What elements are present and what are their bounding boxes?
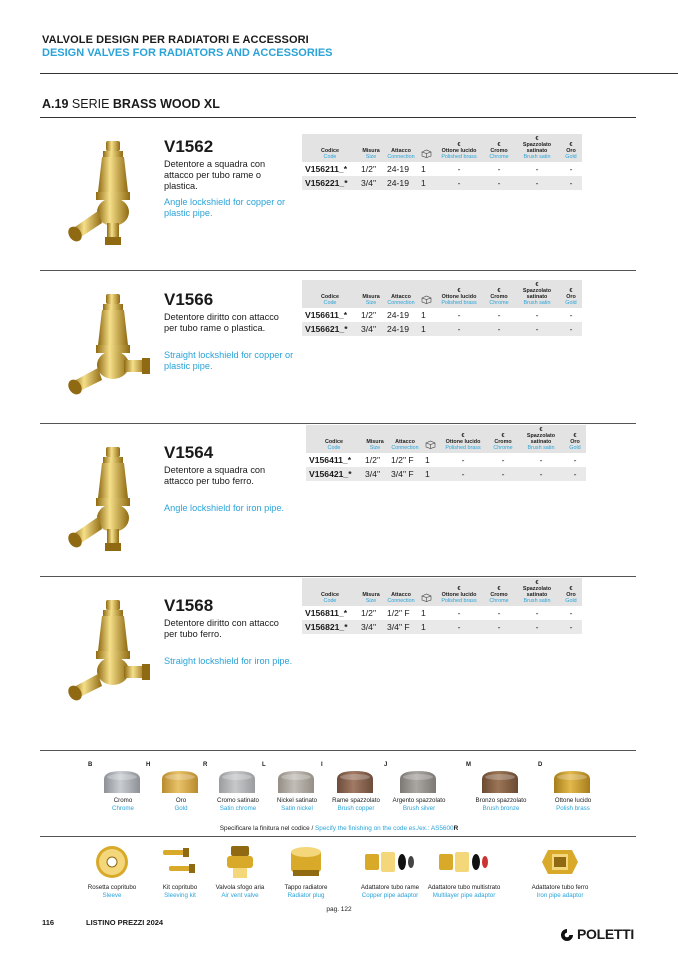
valve-image [54,443,164,563]
th-it: Spazzolato [522,142,552,148]
th-it: Ottone lucido [445,439,481,445]
th-en: Chrome [489,598,509,604]
row-connection: 24-19 [384,322,418,336]
euro-symbol: € [535,580,539,586]
euro-symbol: € [497,586,501,592]
euro-symbol: € [573,433,577,439]
th-en: Connection [387,598,415,604]
th-it: Cromo [490,148,508,154]
table-row [302,606,582,620]
th-it: Oro [566,592,576,598]
finish-letter: D [538,762,543,768]
row-price-chrome: - [501,455,505,465]
th-it: Spazzolato [522,586,552,592]
row-qty: 1 [421,164,426,174]
th-en: Chrome [489,300,509,306]
finish-name-it: Argento spazzolato [392,797,446,804]
accessory-name-it: Valvola sfogo aria [215,884,265,891]
th-it: Codice [321,592,339,598]
row-size: 3/4" [358,620,384,634]
row-connection: 3/4" F [388,467,422,481]
finish-name-it: Bronzo spazzolato [475,797,527,804]
finish-letter: R [203,762,208,768]
finish-name-en: Brush copper [337,805,375,812]
th-it: Codice [321,294,339,300]
product-divider [40,423,636,424]
finish-name-en: Brush bronze [482,805,520,812]
header-title-en: DESIGN VALVES FOR RADIATORS AND ACCESSORIES [42,47,333,59]
th-it: Oro [570,439,580,445]
row-price-chrome: - [497,310,501,320]
product-desc-it: Detentore diritto con attacco per tubo rame o plastica. [164,312,279,333]
th-en: Connection [387,300,415,306]
th-en: Gold [565,154,577,160]
finish-name-en: Satin chrome [219,805,257,812]
th-en: Polished brass [441,598,477,604]
finishes-divider [40,750,636,751]
euro-symbol: € [569,586,573,592]
row-price-gold: - [564,467,586,481]
th-en: Brush satin [523,598,551,604]
row-size: 1/2" [361,164,376,174]
product-desc-it: Detentore a squadra con attacco per tubo ferro. [164,465,266,486]
row-connection: 1/2" F [387,608,410,618]
th-en: Chrome [493,445,513,451]
accessory-name-it: Rosetta copritubo [87,884,137,891]
product-desc-en: Straight lockshield for copper or plastic pipe. [164,350,294,371]
row-size: 1/2" [361,310,376,320]
finish-name-en: Polish brass [556,805,590,812]
row-connection: 24-19 [387,310,409,320]
row-code: V156421_* [306,467,362,481]
th-it: Attacco [395,439,415,445]
finish-cap-icon [397,769,439,795]
th-en: Code [323,598,337,604]
euro-symbol: € [457,288,461,294]
row-qty: 1 [418,620,434,634]
product-code: V1564 [164,443,214,462]
th-it: Misura [362,592,380,598]
finish-name-it: Ottone lucido [554,797,592,804]
row-connection: 24-19 [384,176,418,190]
row-price-brush-satin: - [518,467,564,481]
finish-cap-icon [479,769,521,795]
finish-letter: J [384,762,388,768]
header-title-it: VALVOLE DESIGN PER RADIATORI E ACCESSORI [42,34,309,46]
price-table [302,134,582,190]
page-reference: pag. 122 [326,906,352,913]
th-en: Size [365,300,377,306]
euro-symbol: € [569,288,573,294]
specify-en: Specify the finishing on the code es./ex.: AS5600 [315,825,454,832]
row-qty: 1 [421,608,426,618]
package-icon [425,440,436,449]
row-connection: 1/2" F [391,455,414,465]
th-en: Polished brass [441,154,477,160]
th-it: Misura [362,148,380,154]
th-it: Codice [325,439,343,445]
euro-symbol: € [497,142,501,148]
product-code: V1568 [164,596,214,615]
row-price-gold: - [560,620,582,634]
th-it: satinato [526,148,548,154]
euro-symbol: € [535,136,539,142]
product-code: V1566 [164,290,214,309]
row-code: V156611_* [305,310,348,320]
euro-symbol: € [461,433,465,439]
th-en: Brush satin [523,154,551,160]
row-price-polished-brass: - [457,164,461,174]
th-en: Polished brass [445,445,481,451]
poletti-logo-icon [560,928,574,942]
accessory-name-en: Iron pipe adaptor [536,892,584,899]
row-price-gold: - [569,164,573,174]
section-title [42,97,220,111]
th-en: Brush satin [523,300,551,306]
table-row [306,467,586,481]
row-qty: 1 [422,467,438,481]
table-row [302,308,582,322]
finish-name-en: Chrome [111,805,134,812]
row-price-chrome: - [497,164,501,174]
th-it: Oro [566,148,576,154]
th-en: Size [369,445,381,451]
th-en: Gold [569,445,581,451]
th-it: satinato [526,294,548,300]
row-price-gold: - [560,176,582,190]
price-table [302,578,582,634]
finish-letter: B [88,762,93,768]
th-en: Code [323,154,337,160]
row-connection: 24-19 [387,164,409,174]
accessory-name-it: Tappo radiatore [284,884,328,891]
row-connection: 3/4" F [384,620,418,634]
price-table [306,425,586,481]
accessory-name-it: Adattatore tubo multistrato [427,884,501,891]
th-en: Size [365,598,377,604]
th-it: Cromo [490,592,508,598]
accessory-name-en: Air vent valve [221,892,259,899]
package-icon [421,295,432,304]
accessory-name-en: Multilayer pipe adaptor [432,892,496,899]
euro-symbol: € [497,288,501,294]
product-desc-en: Angle lockshield for iron pipe. [164,503,285,513]
row-price-polished-brass: - [461,455,465,465]
finish-letter: H [146,762,151,768]
finish-letter: M [466,762,471,768]
brand-name: POLETTI [577,926,635,942]
row-qty: 1 [421,310,426,320]
row-price-polished-brass: - [457,608,461,618]
euro-symbol: € [457,586,461,592]
row-price-brush-satin: - [535,164,539,174]
header-divider [40,73,678,74]
th-it: satinato [526,592,548,598]
row-price-polished-brass: - [438,467,488,481]
table-row [302,322,582,336]
row-price-gold: - [573,455,577,465]
package-icon [421,149,432,158]
table-row [302,162,582,176]
row-price-brush-satin: - [514,620,560,634]
accessory-name-en: Copper pipe adaptor [361,892,419,899]
th-en: Chrome [489,154,509,160]
finish-letter: L [262,762,266,768]
row-price-polished-brass: - [434,322,484,336]
brand-logo [560,926,640,944]
table-row [306,453,586,467]
specify-suffix: R [453,825,459,832]
euro-symbol: € [535,282,539,288]
row-price-brush-satin: - [539,455,543,465]
th-en: Code [327,445,341,451]
row-size: 3/4" [358,322,384,336]
euro-symbol: € [539,427,543,433]
finish-name-it: Cromo [113,797,133,804]
th-en: Brush satin [527,445,555,451]
th-en: Size [365,154,377,160]
product-code: V1562 [164,137,214,156]
row-qty: 1 [425,455,430,465]
row-code: V156221_* [302,176,358,190]
euro-symbol: € [569,142,573,148]
specify-it: Specificare la finitura nel codice / [219,825,314,832]
euro-symbol: € [501,433,505,439]
th-it: Oro [566,294,576,300]
price-table [302,280,582,336]
product-divider [40,576,636,577]
accessory-name-it: Adattatore tubo rame [360,884,420,891]
row-price-brush-satin: - [514,322,560,336]
row-price-brush-satin: - [514,176,560,190]
finish-name-it: Nickel satinato [276,797,318,804]
th-en: Connection [391,445,419,451]
th-it: Misura [366,439,384,445]
row-price-chrome: - [488,467,518,481]
finish-name-it: Rame spazzolato [332,797,380,804]
row-code: V156821_* [302,620,358,634]
accessory-name-en: Sleeve [102,892,122,899]
finish-name-en: Brush silver [402,805,436,812]
row-price-polished-brass: - [434,620,484,634]
section-serie: SERIE [71,97,110,111]
valve-image [54,137,164,257]
row-price-gold: - [569,310,573,320]
finish-name-en: Satin nickel [281,805,313,812]
th-it: Spazzolato [522,288,552,294]
valve-image [54,290,164,410]
th-en: Gold [565,598,577,604]
row-price-brush-satin: - [535,310,539,320]
finish-name-it: Cromo satinato [217,797,259,804]
euro-symbol: € [457,142,461,148]
th-it: satinato [530,439,552,445]
finish-name-it: Oro [175,797,187,804]
page-number: 116 [42,918,55,927]
row-qty: 1 [418,322,434,336]
th-it: Cromo [490,294,508,300]
th-it: Ottone lucido [441,294,477,300]
row-code: V156411_* [309,455,352,465]
th-it: Attacco [391,592,411,598]
th-it: Attacco [391,148,411,154]
row-code: V156811_* [305,608,348,618]
row-qty: 1 [418,176,434,190]
row-size: 3/4" [358,176,384,190]
finish-cap-icon [551,769,593,795]
th-en: Code [323,300,337,306]
table-row [302,176,582,190]
product-divider [40,270,636,271]
section-code: A.19 [42,97,69,111]
valve-image [54,596,164,716]
specify-divider [40,836,636,837]
row-price-gold: - [560,322,582,336]
row-price-brush-satin: - [535,608,539,618]
finish-cap-icon [101,769,143,795]
product-desc-it: Detentore diritto con attacco per tubo ferro. [164,618,279,639]
row-price-gold: - [569,608,573,618]
specify-note [0,825,678,832]
finish-cap-icon [216,769,258,795]
row-size: 3/4" [362,467,388,481]
row-price-chrome: - [497,608,501,618]
accessory-name-it: Kit copritubo [162,884,198,891]
table-row [302,620,582,634]
listino-label: LISTINO PREZZI 2024 [86,918,164,927]
row-price-chrome: - [484,176,514,190]
th-en: Connection [387,154,415,160]
th-it: Spazzolato [526,433,556,439]
accessory-name-it: Adattatore tubo ferro [531,884,589,891]
finish-cap-icon [275,769,317,795]
th-it: Codice [321,148,339,154]
product-desc-en: Straight lockshield for iron pipe. [164,656,293,666]
th-it: Attacco [391,294,411,300]
finish-letter: I [321,762,323,768]
row-code: V156211_* [305,164,348,174]
row-price-polished-brass: - [434,176,484,190]
th-it: Misura [362,294,380,300]
th-it: Ottone lucido [441,592,477,598]
row-price-polished-brass: - [457,310,461,320]
product-desc-en: Angle lockshield for copper or plastic pipe. [164,197,286,218]
th-it: Ottone lucido [441,148,477,154]
finish-name-en: Gold [174,805,188,812]
accessory-name-en: Radiator plug [287,892,325,899]
finish-cap-icon [334,769,376,795]
product-desc-it: Detentore a squadra con attacco per tubo rame o plastica. [164,159,266,191]
package-icon [421,593,432,602]
th-it: Cromo [494,439,512,445]
accessory-name-en: Sleeving kit [164,892,196,899]
row-size: 1/2" [365,455,380,465]
row-price-chrome: - [484,322,514,336]
finish-cap-icon [159,769,201,795]
section-name: BRASS WOOD XL [112,97,220,111]
row-size: 1/2" [361,608,376,618]
row-code: V156621_* [302,322,358,336]
th-en: Gold [565,300,577,306]
row-price-chrome: - [484,620,514,634]
th-en: Polished brass [441,300,477,306]
